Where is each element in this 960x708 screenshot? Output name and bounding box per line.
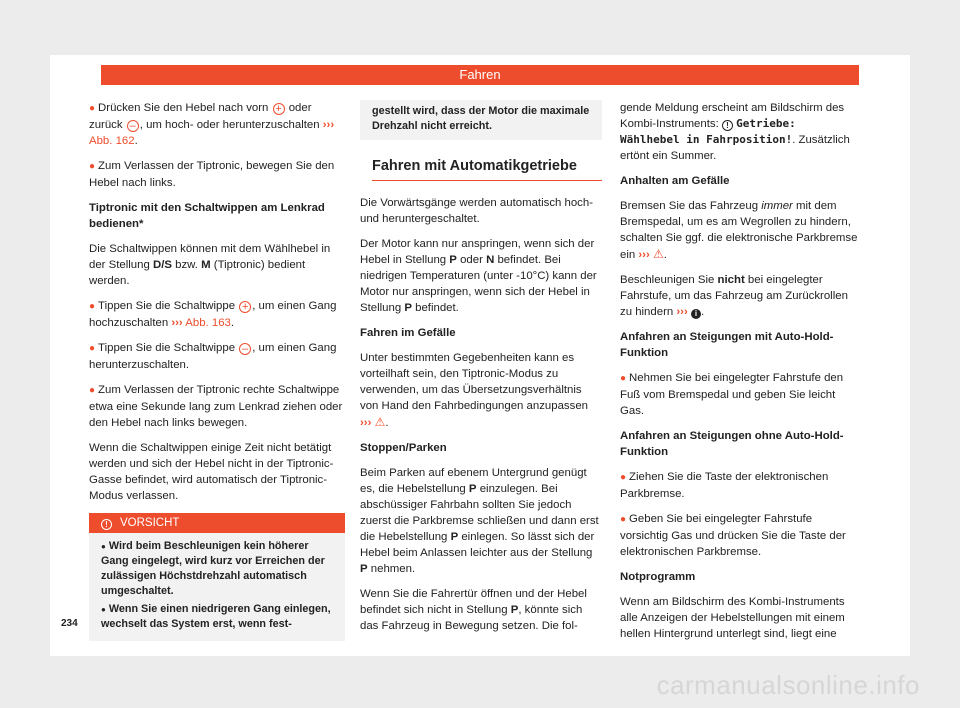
para-downhill: Unter bestimmten Gegebenheiten kann es vorteilhaft sein, den Tiptronic-Modus zu verwenden, um das Übersetzungsverhältnis von Hand den Fahrbedingungen anzupassen ››› ⚠. (360, 352, 588, 429)
bullet-icon: ● (89, 161, 96, 172)
page-number: 234 (61, 618, 78, 629)
bullet-icon: ● (620, 514, 627, 525)
para-message: gende Meldung erscheint am Bildschirm des Kombi-Instruments: ! Getriebe: Wählhebel in Fahrposition!. Zusätzlich ertönt ein Summer. (620, 102, 850, 162)
caution-continuation: gestellt wird, dass der Motor die maximale Drehzahl nicht erreicht. (360, 100, 602, 140)
para-emergency: Wenn am Bildschirm des Kombi-Instruments alle Anzeigen der Hebelstellungen mit einem hellen Hintergrund unterlegt sind, liegt eine (620, 596, 845, 640)
watermark: carmanualsonline.info (656, 670, 920, 700)
heading-parking: Stoppen/Parken (360, 442, 447, 454)
plus-key-icon: + (273, 103, 285, 115)
para-driver-door: Wenn Sie die Fahrertür öffnen und der Hebel befindet sich nicht in Stellung P, könnte sich das Fahrzeug in Bewegung setzen. Die fol- (360, 588, 587, 632)
bullet-icon: ● (89, 343, 96, 354)
para-parking: Beim Parken auf ebenem Untergrund genügt es, die Hebelstellung P einzulegen. Bei abschüssiger Fahrbahn sollten Sie jedoch zuerst die Parkbremse schließen und dann erst die Hebelstellung P einlegen. So lässt sich der Hebel beim Anlassen leichter aus der Stellung P nehmen. (360, 467, 599, 575)
column-3 (620, 100, 860, 651)
column-1 (89, 100, 345, 641)
plus-key-icon: + (239, 301, 251, 313)
para-stop-slope: Bremsen Sie das Fahrzeug immer mit dem Bremspedal, um es am Wegrollen zu hindern, schalten Sie ggf. die elektronische Parkbremse ein ››› ⚠. (620, 200, 858, 261)
para-forward-gears: Die Vorwärtsgänge werden automatisch hoch- und heruntergeschaltet. (360, 197, 594, 225)
bullet-leave-tiptronic: ● Zum Verlassen der Tiptronic, bewegen Sie den Hebel nach links. (89, 160, 335, 189)
info-icon[interactable]: i (691, 309, 701, 319)
bullet-release-brake: ● Geben Sie bei eingelegter Fahrstufe vorsichtig Gas und drücken Sie die Taste der elektronischen Parkbremse. (620, 513, 846, 558)
caution-item: ● Wenn Sie einen niedrigeren Gang einlegen, wechselt das System erst, wenn fest- (101, 603, 331, 630)
paragraph-auto-exit: Wenn die Schaltwippen einige Zeit nicht betätigt werden und sich der Hebel nicht in der Tiptronic-Gasse befindet, wird automatisch der Tiptronic-Modus verlassen. (89, 442, 334, 502)
warning-icon[interactable]: ⚠ (652, 247, 664, 261)
caution-header: ! VORSICHT (89, 513, 345, 533)
para-no-accelerate: Beschleunigen Sie nicht bei eingelegter Fahrstufe, um das Fahrzeug am Zurückrollen zu hindern ››› i . (620, 274, 848, 318)
caution-icon: ! (101, 519, 112, 530)
caution-box (89, 513, 345, 641)
para-engine-start: Der Motor kann nur anspringen, wenn sich der Hebel in Stellung P oder N befindet. Bei niedrigen Temperaturen (unter -10°C) kann der Motor nur anspringen, wenn sich der Hebel in Stellung P befindet. (360, 238, 597, 314)
bullet-exit-paddle: ● Zum Verlassen der Tiptronic rechte Schaltwippe etwa eine Sekunde lang zum Lenkrad ziehen oder den Hebel nach links bewegen. (89, 384, 343, 429)
bullet-icon: ● (620, 472, 627, 483)
caution-body (89, 533, 345, 632)
bullet-icon: ● (89, 385, 96, 396)
bullet-icon: ● (89, 301, 96, 312)
section-title: Fahren mit Automatikgetriebe (372, 158, 602, 181)
minus-key-icon: – (239, 343, 251, 355)
paddles-intro: Die Schaltwippen können mit dem Wählhebel in der Stellung D/S bzw. M (Tiptronic) bedient werden. (89, 243, 331, 287)
heading-no-auto-hold: Anfahren an Steigungen ohne Auto-Hold-Funktion (620, 430, 844, 458)
minus-key-icon: – (127, 120, 139, 132)
caution-item: ● Wird beim Beschleunigen kein höherer Gang eingelegt, wird kurz vor Erreichen der zulässigen Höchstdrehzahl automatisch umgeschaltet. (101, 540, 325, 597)
bullet-push-lever: ● Drücken Sie den Hebel nach vorn + oder zurück – , um hoch- oder herunterzuschalten ››› Abb. 162. (89, 102, 335, 147)
bullet-icon: ● (620, 373, 627, 384)
heading-paddles: Tiptronic mit den Schaltwippen am Lenkrad bedienen* (89, 202, 325, 230)
heading-stop-slope: Anhalten am Gefälle (620, 175, 730, 187)
warning-icon[interactable]: ⚠ (374, 415, 386, 429)
heading-emergency: Notprogramm (620, 571, 696, 583)
bullet-auto-hold: ● Nehmen Sie bei eingelegter Fahrstufe den Fuß vom Bremspedal und geben Sie leicht Gas. (620, 372, 844, 417)
bullet-downshift: ● Tippen Sie die Schaltwippe – , um einen Gang herunterzuschalten. (89, 342, 337, 371)
bullet-icon: ● (89, 103, 96, 114)
info-icon: ! (722, 120, 733, 131)
heading-auto-hold: Anfahren an Steigungen mit Auto-Hold-Funktion (620, 331, 834, 359)
chapter-header: Fahren (101, 65, 859, 85)
bullet-pull-brake: ● Ziehen Sie die Taste der elektronischen Parkbremse. (620, 471, 829, 500)
heading-downhill: Fahren im Gefälle (360, 327, 456, 339)
column-2 (360, 100, 602, 643)
display-message: Getriebe: Wählhebel in Fahrposition! (620, 117, 796, 146)
link-abb-163[interactable]: Abb. 163 (185, 317, 231, 329)
bullet-upshift: ● Tippen Sie die Schaltwippe + , um einen Gang hochzuschalten ››› Abb. 163. (89, 300, 337, 329)
link-abb-162[interactable]: Abb. 162 (89, 135, 135, 147)
